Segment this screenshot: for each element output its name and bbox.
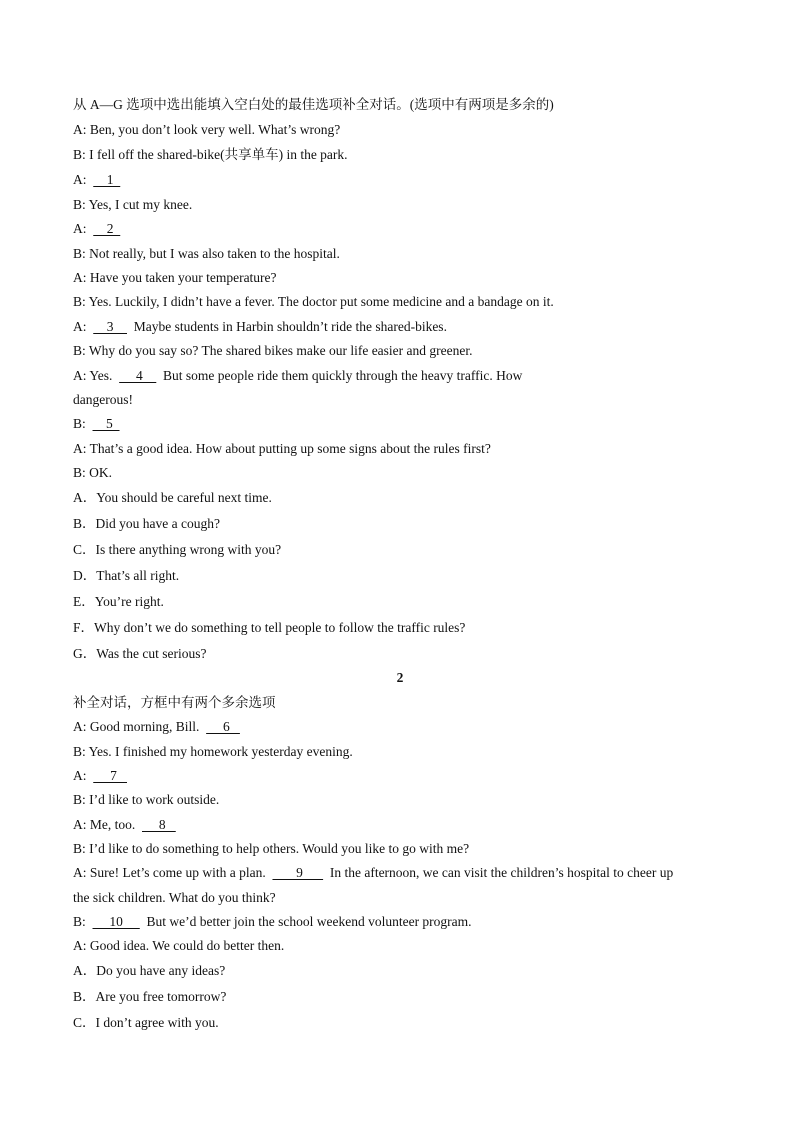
dialogue-line: A: Ben, you don’t look very well. What’s wrong?: [73, 122, 341, 137]
answer-blank-8: 8: [142, 817, 176, 832]
dialogue-line: B: I’d like to do something to help others. Would you like to go with me?: [73, 841, 470, 856]
option-f: F．Why don’t we do something to tell people to follow the traffic rules?: [73, 620, 466, 635]
speaker-label: B:: [73, 914, 86, 929]
dialogue-line: [73, 864, 673, 882]
option-a: A．You should be careful next time.: [73, 490, 272, 505]
answer-blank-4: 4: [119, 368, 157, 383]
dialogue-line: B: Yes. Luckily, I didn’t have a fever. The doctor put some medicine and a bandage on it.: [73, 294, 554, 309]
option-c: C．Is there anything wrong with you?: [73, 542, 282, 557]
option-d: D．That’s all right.: [73, 568, 180, 583]
option-e: E．You’re right.: [73, 594, 164, 609]
answer-blank-10: 10: [92, 914, 140, 929]
dialogue-line: [73, 913, 472, 931]
line-text: But some people ride them quickly through the heavy traffic. How: [163, 368, 523, 383]
section2-instruction: 补全对话，方框中有两个多余选项: [73, 695, 276, 710]
dialogue-line: [73, 415, 120, 433]
speaker-label: B:: [73, 416, 86, 431]
dialogue-line: B: Why do you say so? The shared bikes make our life easier and greener.: [73, 343, 473, 358]
section-number: 2: [396, 670, 404, 685]
speaker-label: A:: [73, 319, 87, 334]
dialogue-line: B: Yes, I cut my knee.: [73, 197, 193, 212]
answer-blank-9: 9: [272, 865, 324, 880]
line-text: But we’d better join the school weekend volunteer program.: [146, 914, 472, 929]
speaker-label: A:: [73, 221, 87, 236]
dialogue-line: the sick children. What do you think?: [73, 890, 276, 905]
dialogue-line: dangerous!: [73, 392, 133, 407]
dialogue-line: A: That’s a good idea. How about putting up some signs about the rules first?: [73, 441, 491, 456]
dialogue-line: [73, 318, 447, 336]
dialogue-line: B: Not really, but I was also taken to the hospital.: [73, 246, 340, 261]
answer-blank-1: 1: [93, 172, 121, 187]
line-text: In the afternoon, we can visit the children’s hospital to cheer up: [329, 865, 674, 880]
dialogue-line: B: I fell off the shared-bike(共享单车) in the park.: [73, 147, 348, 162]
dialogue-line: B: Yes. I finished my homework yesterday evening.: [73, 744, 353, 759]
dialogue-line: B: I’d like to work outside.: [73, 792, 220, 807]
dialogue-line: A: Good idea. We could do better then.: [73, 938, 285, 953]
answer-blank-7: 7: [93, 768, 127, 783]
answer-blank-2: 2: [93, 221, 121, 236]
dialogue-line: [73, 767, 127, 785]
option-g: G．Was the cut serious?: [73, 646, 207, 661]
line-text: Maybe students in Harbin shouldn’t ride the shared-bikes.: [133, 319, 447, 334]
dialogue-line: B: OK.: [73, 465, 113, 480]
speaker-label: A:: [73, 768, 87, 783]
dialogue-line: [73, 816, 176, 834]
option-c: C．I don’t agree with you.: [73, 1015, 219, 1030]
dialogue-line: [73, 220, 120, 238]
line-text: A: Good morning, Bill.: [73, 719, 200, 734]
speaker-label: A: Yes.: [73, 368, 113, 383]
answer-blank-5: 5: [92, 416, 120, 431]
dialogue-line: [73, 718, 240, 736]
option-b: B．Are you free tomorrow?: [73, 989, 227, 1004]
line-text: A: Me, too.: [73, 817, 136, 832]
dialogue-line: [73, 171, 120, 189]
speaker-label: A:: [73, 172, 87, 187]
section1-instruction: 从 A—G 选项中选出能填入空白处的最佳选项补全对话。(选项中有两项是多余的): [73, 97, 554, 112]
option-b: B．Did you have a cough?: [73, 516, 220, 531]
dialogue-line: A: Have you taken your temperature?: [73, 270, 277, 285]
answer-blank-6: 6: [206, 719, 240, 734]
line-text: A: Sure! Let’s come up with a plan.: [73, 865, 266, 880]
answer-blank-3: 3: [93, 319, 127, 334]
option-a: A．Do you have any ideas?: [73, 963, 226, 978]
dialogue-line: [73, 367, 522, 385]
